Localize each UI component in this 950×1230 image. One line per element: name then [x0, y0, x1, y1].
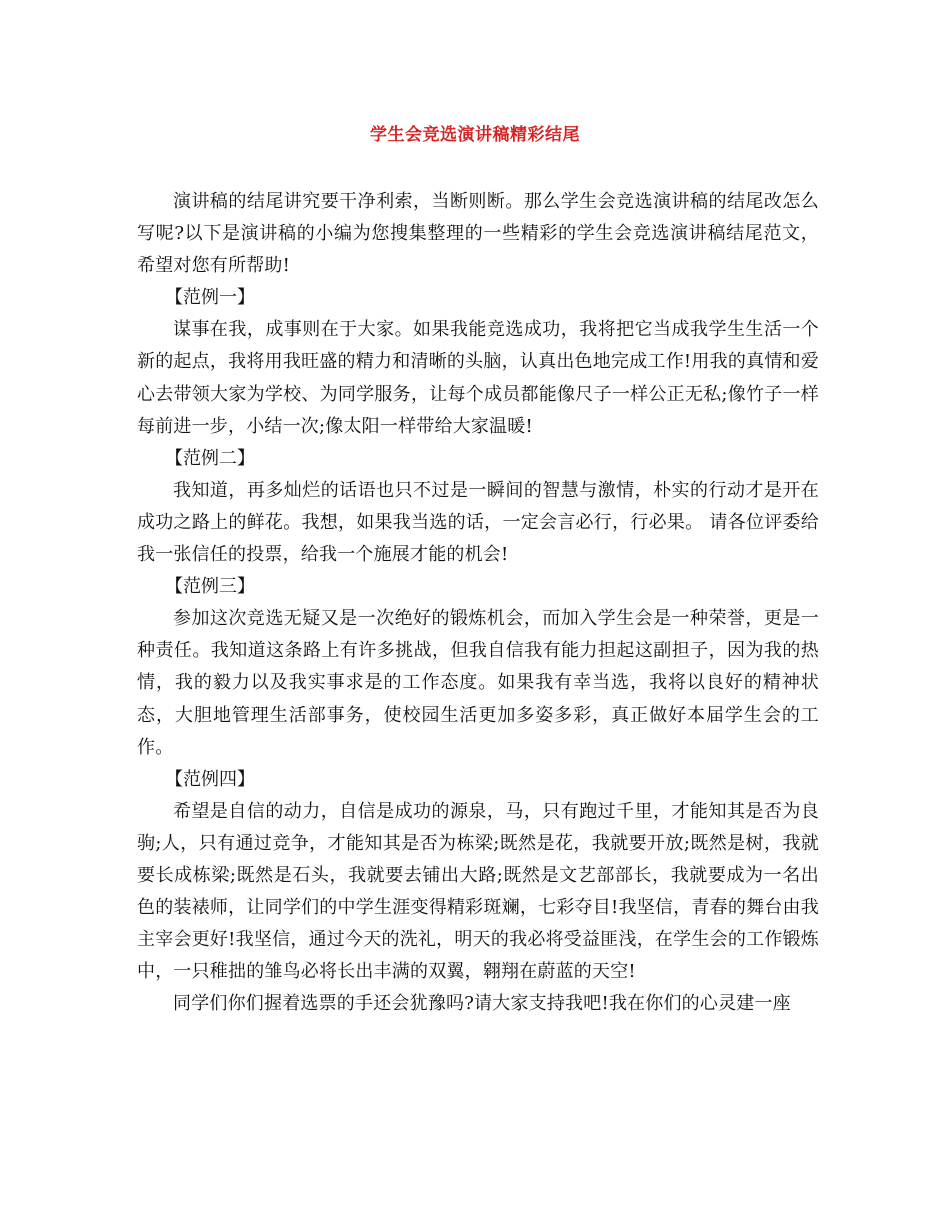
section-paragraph-3: 参加这次竞选无疑又是一次绝好的锻炼机会，而加入学生会是一种荣誉，更是一种责任。我知道这条路上有许多挑战，但我自信我有能力担起这副担子，因为我的热情，我的毅力以及我实事求是的工作态度。如果我有幸当选，我将以良好的精神状态，大胆地管理生活部事务，使校园生活更加多姿多彩，真正做好本届学生会的工作。	[137, 608, 819, 758]
intro-paragraph: 演讲稿的结尾讲究要干净利索，当断则断。那么学生会竞选演讲稿的结尾改怎么写呢?以下是演讲稿的小编为您搜集整理的一些精彩的学生会竞选演讲稿结尾范文，希望对您有所帮助!	[137, 191, 819, 277]
section-heading-2: 【范例二】	[165, 447, 255, 469]
document-body	[137, 186, 819, 1020]
section-heading-4: 【范例四】	[165, 768, 255, 790]
closing-paragraph: 同学们你们握着选票的手还会犹豫吗?请大家支持我吧!我在你们的心灵建一座	[173, 993, 791, 1015]
section-paragraph-1: 谋事在我，成事则在于大家。如果我能竞选成功，我将把它当成我学生生活一个新的起点，我将用我旺盛的精力和清晰的头脑，认真出色地完成工作!用我的真情和爱心去带领大家为学校、为同学服务，让每个成员都能像尺子一样公正无私;像竹子一样每前进一步，小结一次;像太阳一样带给大家温暖!	[137, 319, 819, 437]
document-title: 学生会竞选演讲稿精彩结尾	[370, 125, 580, 145]
section-paragraph-4: 希望是自信的动力，自信是成功的源泉，马，只有跑过千里，才能知其是否为良驹;人，只有通过竞争，才能知其是否为栋梁;既然是花，我就要开放;既然是树，我就要长成栋梁;既然是石头，我就要去铺出大路;既然是文艺部部长，我就要成为一名出色的装裱师，让同学们的中学生涯变得精彩斑斓，七彩夺目!我坚信，青春的舞台由我主宰会更好!我坚信，通过今天的洗礼，明天的我必将受益匪浅，在学生会的工作锻炼中，一只稚拙的雏鸟必将长出丰满的双翼，翱翔在蔚蓝的天空!	[137, 800, 819, 983]
section-heading-1: 【范例一】	[165, 287, 255, 309]
section-paragraph-2: 我知道，再多灿烂的话语也只不过是一瞬间的智慧与激情，朴实的行动才是开在成功之路上的鲜花。我想，如果我当选的话，一定会言必行，行必果。 请各位评委给我一张信任的投票，给我一个施展才能的机会!	[137, 479, 819, 566]
section-heading-3: 【范例三】	[165, 576, 255, 598]
